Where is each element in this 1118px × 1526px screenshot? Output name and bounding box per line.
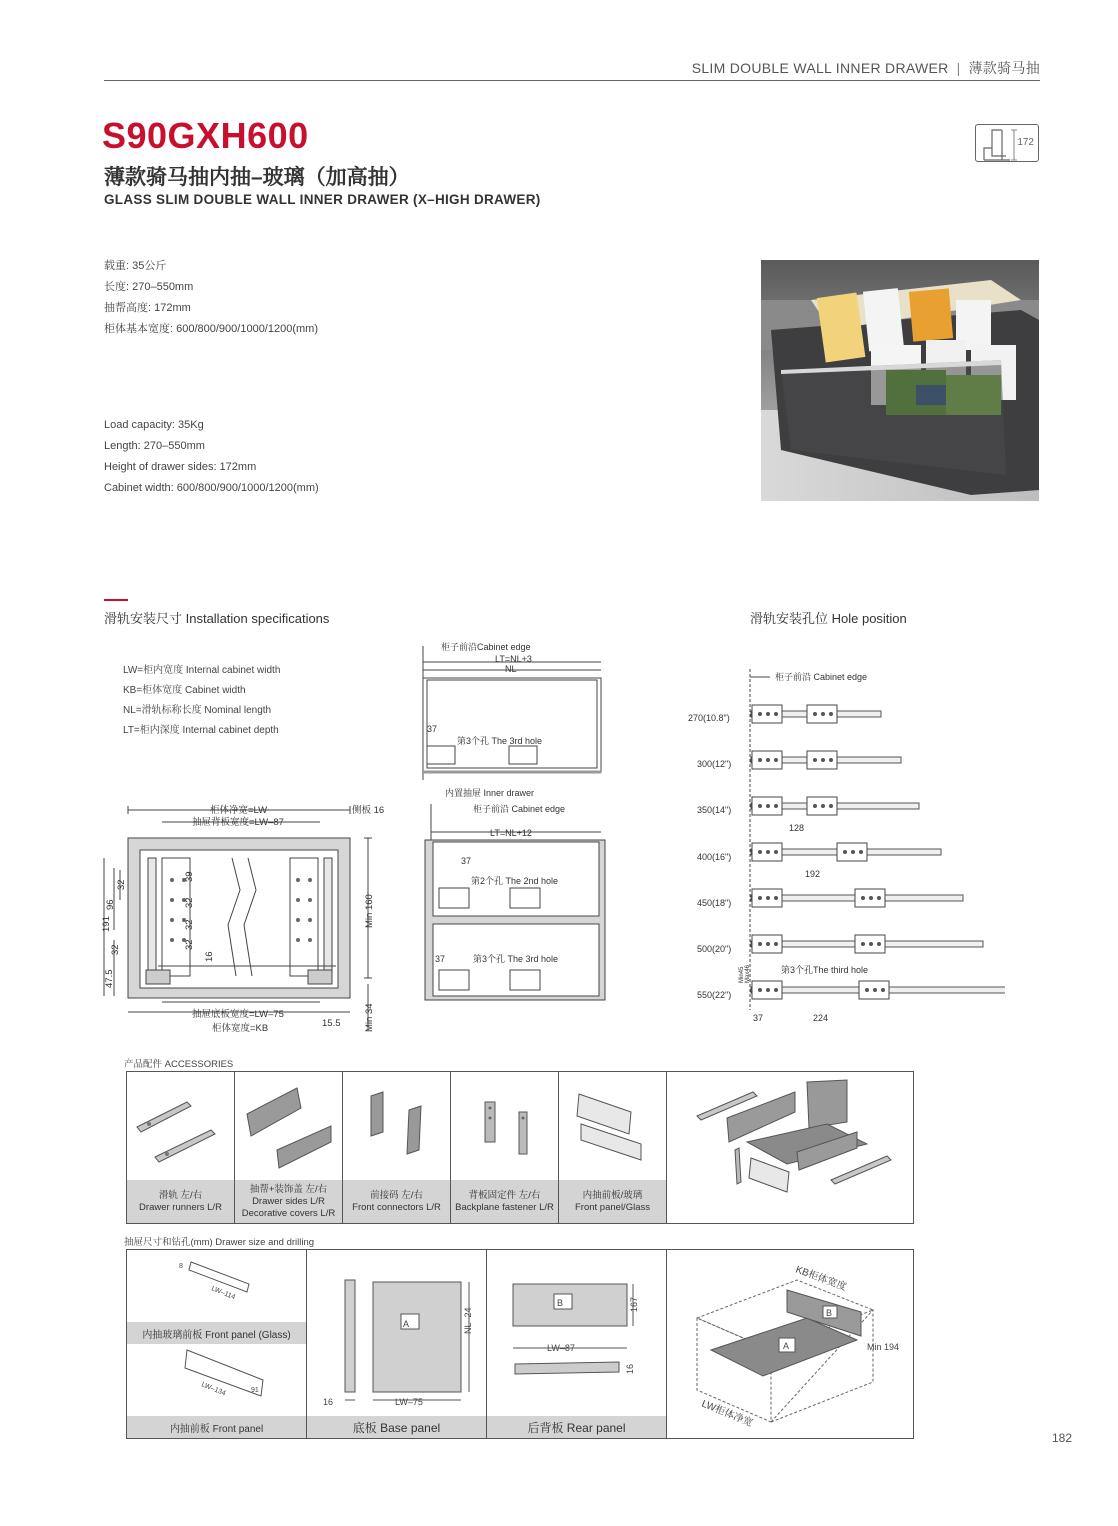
dim-side-panel: 侧板 16 xyxy=(352,805,385,816)
side-view-bottom-diagram xyxy=(415,800,610,1010)
inner-drawer-caption: 内置抽屉 Inner drawer xyxy=(445,788,535,798)
accessory-exploded-view xyxy=(667,1072,913,1223)
dim-lt: LT=NL+3 xyxy=(495,654,532,664)
mounting-hole xyxy=(758,804,762,808)
mounting-hole xyxy=(774,804,778,808)
mounting-hole xyxy=(758,850,762,854)
dim-16: 16 xyxy=(625,1363,635,1374)
legend-item: LT=柜内深度 Internal cabinet depth xyxy=(123,725,279,736)
mounting-hole xyxy=(813,804,817,808)
min-label: Min45 xyxy=(739,966,745,983)
length-500: 500(20") xyxy=(697,944,732,954)
spec-cn-line: 载重: 35公斤 xyxy=(104,260,167,272)
spec-en-line: Height of drawer sides: 172mm xyxy=(104,461,257,473)
accessories-table xyxy=(126,1071,914,1224)
assembly-b-letter: B xyxy=(826,1308,833,1318)
rear-panel-cell xyxy=(487,1250,667,1438)
spec-cn-line: 柜体基本宽度: 600/800/900/1000/1200(mm) xyxy=(104,323,318,335)
mounting-hole xyxy=(758,896,762,900)
dim-8: 8 xyxy=(179,1263,183,1270)
mounting-hole xyxy=(821,804,825,808)
front-view-diagram xyxy=(100,800,390,1040)
spec-cn-line: 长度: 270–550mm xyxy=(104,281,194,293)
drawer-sides-image xyxy=(235,1072,343,1180)
mounting-hole xyxy=(877,896,881,900)
mounting-hole xyxy=(861,942,865,946)
header-cn: 薄款骑马抽 xyxy=(968,60,1040,76)
dim-bottom-width: 抽屉底板宽度=LW–75 xyxy=(192,1009,284,1020)
dim-32: 32 xyxy=(184,939,195,950)
front-panel-label: 内抽前板 Front panel xyxy=(127,1416,306,1438)
assembly-a-letter: A xyxy=(783,1341,790,1351)
rear-panel-letter: B xyxy=(557,1298,564,1308)
specs-cn xyxy=(104,256,318,340)
base-panel-label: 底板 Base panel xyxy=(307,1416,486,1438)
dim-37: 37 xyxy=(435,954,446,964)
accessory-front-connectors xyxy=(343,1072,451,1223)
header-rule xyxy=(104,80,1040,81)
section-header xyxy=(692,58,1040,78)
mounting-hole xyxy=(813,758,817,762)
dim-lw114: LW–114 xyxy=(210,1285,237,1302)
length-450: 450(18") xyxy=(697,898,732,908)
dim-32: 32 xyxy=(184,897,195,908)
mounting-hole xyxy=(859,850,863,854)
base-panel-letter: A xyxy=(403,1319,410,1329)
mounting-hole xyxy=(829,712,833,716)
dim-back-width: 抽屉背板宽度=LW–87 xyxy=(192,817,284,828)
accessory-runners xyxy=(127,1072,235,1223)
acc-sides-en: Drawer sides L/R xyxy=(252,1195,325,1207)
dim-192: 192 xyxy=(805,869,821,879)
dim-min34: Min 34 xyxy=(364,1003,375,1032)
dim-lw: 柜体净宽=LW xyxy=(210,805,268,816)
mounting-hole xyxy=(851,850,855,854)
spec-en-line: Cabinet width: 600/800/900/1000/1200(mm) xyxy=(104,482,319,494)
header-separator: | xyxy=(956,60,961,76)
spec-en-line: Load capacity: 35Kg xyxy=(104,419,204,431)
acc-runners-cn: 滑轨 左/右 xyxy=(158,1189,203,1201)
rear-panel-drawing xyxy=(487,1250,667,1438)
mounting-hole xyxy=(813,712,817,716)
dim-16: 16 xyxy=(323,1397,334,1407)
dim-gap: 15.5 xyxy=(322,1018,341,1029)
page-number: 182 xyxy=(1051,1431,1072,1445)
dim-min160: Min 160 xyxy=(364,894,375,928)
cabinet-edge-label: 柜子前沿 Cabinet edge xyxy=(473,804,566,814)
dim-lw87: LW–87 xyxy=(547,1343,575,1353)
dim-37: 37 xyxy=(461,856,472,866)
cabinet-edge-label: 柜子前沿 Cabinet edge xyxy=(775,672,868,682)
backplane-fastener-image xyxy=(451,1072,559,1180)
mounting-hole xyxy=(869,896,873,900)
length-300: 300(12") xyxy=(697,759,732,769)
acc-fastener-cn: 背板固定件 左/右 xyxy=(468,1189,541,1201)
drawer-size-title: 抽屉尺寸和钻孔(mm) Drawer size and drilling xyxy=(124,1237,315,1248)
front-panel-image xyxy=(559,1072,667,1180)
front-panel-glass-label: 内抽玻璃前板 Front panel (Glass) xyxy=(127,1322,306,1344)
dim-37: 37 xyxy=(427,724,438,734)
product-photo xyxy=(761,260,1039,501)
mounting-hole xyxy=(881,988,885,992)
cabinet-edge-label: 柜子前沿Cabinet edge xyxy=(441,642,531,652)
acc-fastener-en: Backplane fastener L/R xyxy=(455,1201,554,1213)
dim-32: 32 xyxy=(116,879,127,890)
lw-label: LW柜体净宽 xyxy=(699,1398,755,1430)
mounting-hole xyxy=(873,988,877,992)
mounting-hole xyxy=(766,712,770,716)
mounting-hole xyxy=(843,850,847,854)
dim-nl24: NL–24 xyxy=(463,1307,473,1334)
hole-position-diagram xyxy=(685,665,1005,1025)
dim-96: 96 xyxy=(105,899,116,910)
length-550: 550(22") xyxy=(697,990,732,1000)
side-view-top-diagram xyxy=(415,640,610,820)
side-height-badge xyxy=(975,124,1039,162)
specs-en xyxy=(104,415,319,499)
mounting-hole xyxy=(821,758,825,762)
mounting-hole xyxy=(774,758,778,762)
acc-connectors-cn: 前接码 左/右 xyxy=(370,1189,423,1201)
dim-224: 224 xyxy=(813,1013,829,1023)
install-title: 滑轨安装尺寸 Installation specifications xyxy=(104,611,330,626)
dim-91: 91 xyxy=(251,1387,259,1394)
dim-191: 191 xyxy=(101,916,112,932)
assembly-drawing xyxy=(667,1250,913,1438)
drawer-size-table xyxy=(126,1249,914,1439)
dim-lw134: LW–134 xyxy=(200,1381,227,1398)
dim-min194: Min 194 xyxy=(867,1342,900,1352)
front-connector-image xyxy=(343,1072,451,1180)
dim-37: 37 xyxy=(753,1013,764,1023)
dim-47-5: 47.5 xyxy=(104,969,115,988)
product-name-en: GLASS SLIM DOUBLE WALL INNER DRAWER (X–HIGH DRAWER) xyxy=(104,192,541,207)
length-350: 350(14") xyxy=(697,805,732,815)
mounting-hole xyxy=(766,804,770,808)
header-en: SLIM DOUBLE WALL INNER DRAWER xyxy=(691,60,949,76)
dim-lw75: LW–75 xyxy=(395,1397,423,1407)
mounting-hole xyxy=(774,942,778,946)
mounting-hole xyxy=(774,896,778,900)
runner-image xyxy=(127,1072,235,1180)
acc-front-panel-en: Front panel/Glass xyxy=(575,1201,650,1213)
model-number: S90GXH600 xyxy=(102,115,309,156)
section-marker xyxy=(104,599,128,601)
mounting-hole xyxy=(821,712,825,716)
max-label: Max46 xyxy=(745,964,751,983)
hole-label: 第3个孔 The 3rd hole xyxy=(457,736,543,746)
mounting-hole xyxy=(766,896,770,900)
acc-runners-en: Drawer runners L/R xyxy=(139,1201,222,1213)
product-name-cn: 薄款骑马抽内抽–玻璃（加高抽） xyxy=(104,166,410,189)
accessory-backplane-fastener xyxy=(451,1072,559,1223)
mounting-hole xyxy=(861,896,865,900)
length-270: 270(10.8") xyxy=(688,713,730,723)
mounting-hole xyxy=(766,988,770,992)
mounting-hole xyxy=(766,758,770,762)
third-hole-label: 第3个孔The third hole xyxy=(781,965,869,975)
kb-label: KB柜体宽度 xyxy=(793,1264,848,1294)
dim-32: 32 xyxy=(110,944,121,955)
accessories-title: 产品配件 ACCESSORIES xyxy=(124,1059,234,1070)
mounting-hole xyxy=(758,712,762,716)
mounting-hole xyxy=(774,850,778,854)
dim-32: 32 xyxy=(184,919,195,930)
mounting-hole xyxy=(758,758,762,762)
mounting-hole xyxy=(829,804,833,808)
mounting-hole xyxy=(766,942,770,946)
rear-panel-label: 后背板 Rear panel xyxy=(487,1416,666,1438)
mounting-hole xyxy=(774,712,778,716)
front-panels-cell xyxy=(127,1250,307,1438)
length-400: 400(16") xyxy=(697,852,732,862)
acc-connectors-en: Front connectors L/R xyxy=(352,1201,441,1213)
hole-position-title: 滑轨安装孔位 Hole position xyxy=(750,611,907,626)
assembly-cell xyxy=(667,1250,913,1438)
mounting-hole xyxy=(766,850,770,854)
mounting-hole xyxy=(865,988,869,992)
legend-item: LW=柜内宽度 Internal cabinet width xyxy=(123,665,281,676)
spec-en-line: Length: 270–550mm xyxy=(104,440,205,452)
mounting-hole xyxy=(829,758,833,762)
dim-128: 128 xyxy=(789,823,805,833)
acc-sides-cn: 抽帮+装饰盖 左/右 xyxy=(249,1183,328,1195)
legend-item: NL=滑轨标称长度 Nominal length xyxy=(123,705,272,716)
dim-lt: LT=NL+12 xyxy=(490,828,532,838)
base-panel-cell xyxy=(307,1250,487,1438)
dim-nl: NL xyxy=(505,664,517,674)
acc-sides-en2: Decorative covers L/R xyxy=(241,1207,336,1219)
hole3-label: 第3个孔 The 3rd hole xyxy=(473,954,559,964)
mounting-hole xyxy=(869,942,873,946)
legend xyxy=(123,661,280,741)
mounting-hole xyxy=(758,988,762,992)
mounting-hole xyxy=(774,988,778,992)
side-height-value: 172 xyxy=(1017,137,1034,148)
mounting-hole xyxy=(758,942,762,946)
accessory-front-panel xyxy=(559,1072,667,1223)
front-panel-drawings xyxy=(127,1250,307,1438)
dim-16: 16 xyxy=(204,951,215,962)
dim-167: 167 xyxy=(629,1296,639,1312)
dim-39: 39 xyxy=(184,871,195,882)
legend-item: KB=柜体宽度 Cabinet width xyxy=(123,685,246,696)
base-panel-drawing xyxy=(307,1250,487,1438)
spec-cn-line: 抽帮高度: 172mm xyxy=(104,302,191,314)
acc-front-panel-cn: 内抽前板/玻璃 xyxy=(582,1189,643,1201)
accessory-sides xyxy=(235,1072,343,1223)
dim-kb: 柜体宽度=KB xyxy=(212,1023,269,1034)
mounting-hole xyxy=(877,942,881,946)
drawer-profile-icon xyxy=(978,126,1022,162)
exploded-view-image xyxy=(667,1072,913,1222)
hole2-label: 第2个孔 The 2nd hole xyxy=(471,876,559,886)
